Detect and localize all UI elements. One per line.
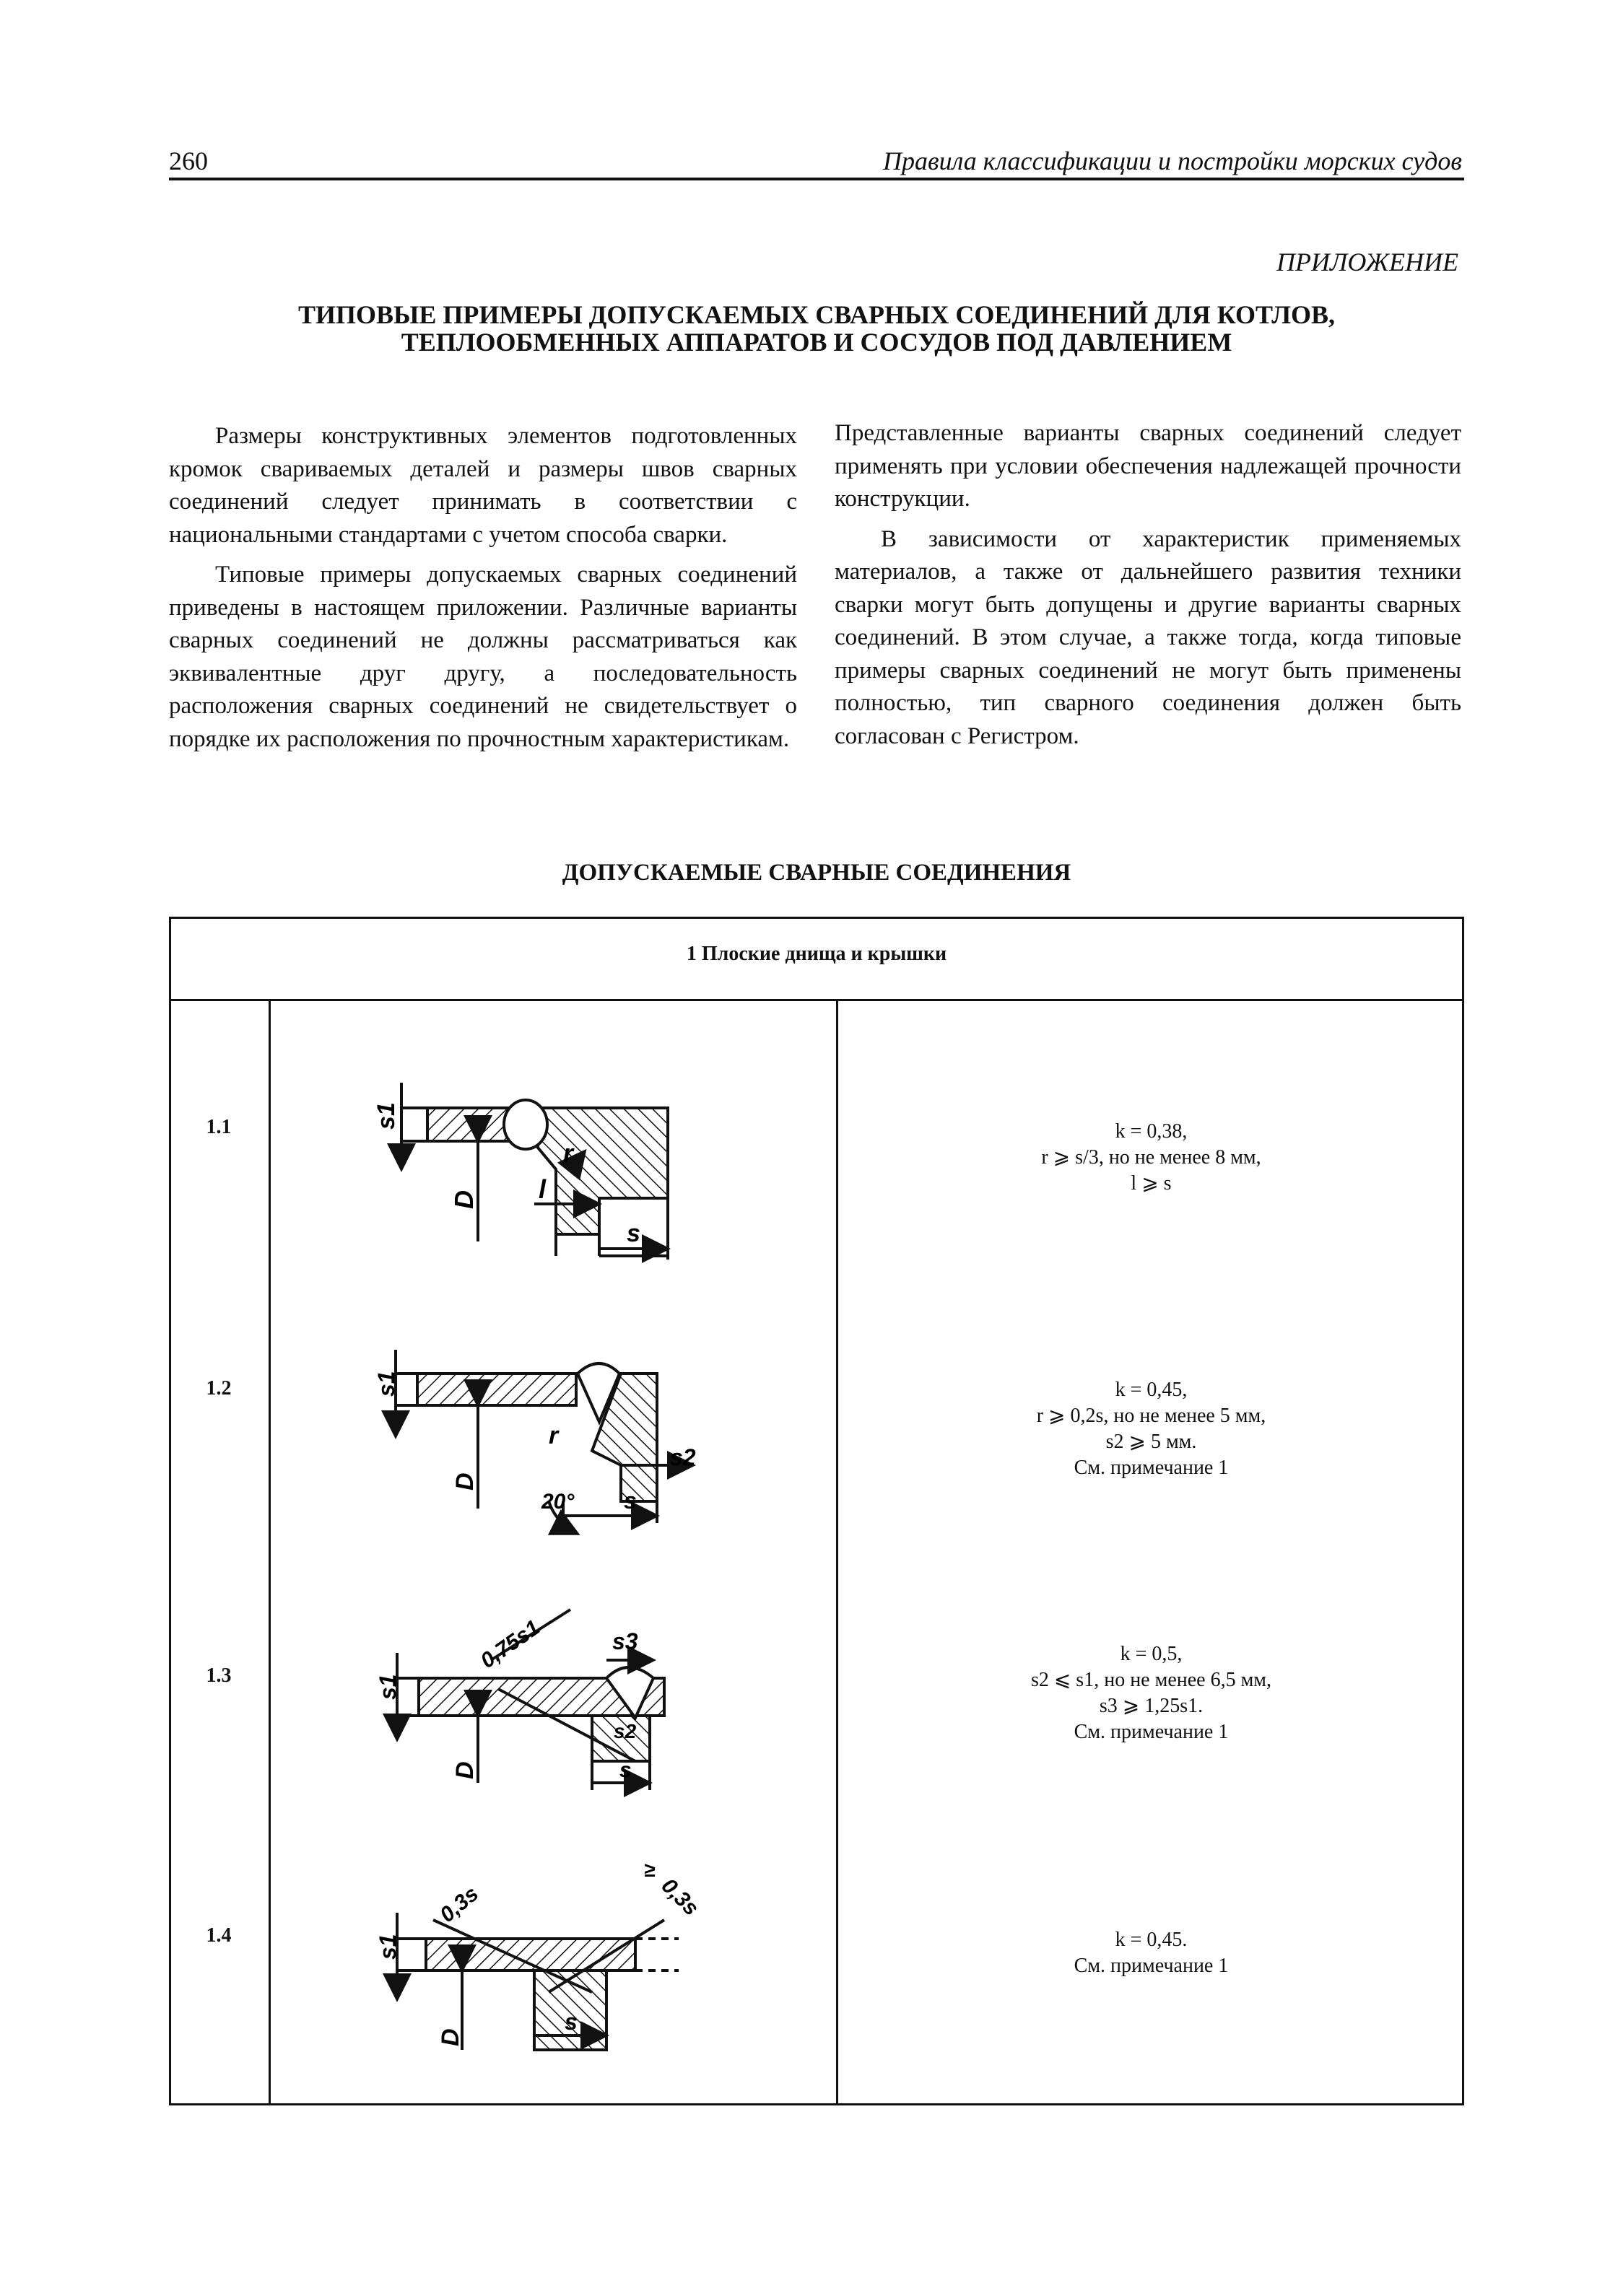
row-number-1-4: 1.4: [206, 1924, 232, 1947]
requirement-line: l ⩾ s: [1131, 1172, 1172, 1195]
paragraph: Размеры конструктивных элементов подготовленных кромок свариваемых деталей и размеры швов сварных соединений следует принимать в соответствии с национальными стандартами с учетом способа сварки.: [169, 423, 797, 548]
label-D: D: [451, 1761, 479, 1779]
label-angle: 20°: [541, 1490, 575, 1514]
label-r: r: [563, 1138, 574, 1168]
label-s2: s2: [614, 1720, 637, 1742]
row-number-1-1: 1.1: [206, 1116, 232, 1138]
requirement-line: s2 ⩾ 5 мм.: [1105, 1431, 1197, 1453]
requirement-line: k = 0,45.: [1115, 1929, 1188, 1951]
requirement-line: k = 0,5,: [1120, 1643, 1183, 1665]
paragraph: В зависимости от характеристик применяемых материалов, а также от дальнейшего развития техники сварки могут быть допущены и другие варианты сварных соединений. В этом случае, а также тогда, когда типовые примеры сварных соединений не могут быть применены полностью, тип сварного соединения должен быть согласован с Регистром.: [835, 525, 1461, 749]
label-s: s: [619, 1758, 632, 1782]
label-03s-left: 0,3s: [435, 1882, 484, 1927]
label-03s-right: 0,3s: [656, 1874, 704, 1921]
requirement-line: s3 ⩾ 1,25s1.: [1099, 1695, 1204, 1717]
row-number-1-2: 1.2: [206, 1377, 232, 1400]
label-D: D: [451, 1472, 479, 1490]
requirement-line: См. примечание 1: [1074, 1457, 1229, 1479]
running-title: Правила классификации и постройки морских судов: [883, 147, 1462, 175]
requirement-line: k = 0,38,: [1115, 1120, 1188, 1143]
appendix-label: ПРИЛОЖЕНИЕ: [1276, 248, 1458, 276]
requirement-line: См. примечание 1: [1074, 1721, 1229, 1743]
document-title-line-2: ТЕПЛООБМЕННЫХ АППАРАТОВ И СОСУДОВ ПОД ДАВЛЕНИЕМ: [401, 328, 1232, 357]
label-s2: s2: [670, 1444, 696, 1470]
label-r: r: [549, 1422, 559, 1449]
label-s3: s3: [612, 1628, 638, 1654]
label-s: s: [627, 1220, 640, 1247]
label-s: s: [624, 1488, 637, 1514]
label-D: D: [449, 1190, 479, 1209]
document-title-line-1: ТИПОВЫЕ ПРИМЕРЫ ДОПУСКАЕМЫХ СВАРНЫХ СОЕДИНЕНИЙ ДЛЯ КОТЛОВ,: [297, 300, 1336, 329]
requirement-line: r ⩾ 0,2s, но не менее 5 мм,: [1036, 1405, 1266, 1427]
paragraph: Типовые примеры допускаемых сварных соединений приведены в настоящем приложении. Различные варианты сварных соединений не должны рассматриваться как эквивалентные друг другу, а последовательность расположения сварных соединений не свидетельствует о порядке их расположения по прочностным характеристикам.: [169, 562, 797, 752]
requirement-line: s2 ⩽ s1, но не менее 6,5 мм,: [1030, 1669, 1272, 1691]
section-title: ДОПУСКАЕМЫЕ СВАРНЫЕ СОЕДИНЕНИЯ: [562, 860, 1071, 886]
label-l: l: [539, 1174, 547, 1204]
label-s1: s1: [373, 1102, 400, 1130]
table-header: 1 Плоские днища и крышки: [686, 943, 947, 965]
label-075s1: 0,75s1: [476, 1615, 544, 1673]
requirement-line: См. примечание 1: [1074, 1955, 1229, 1977]
page-number: 260: [169, 147, 208, 175]
label-s1: s1: [373, 1371, 399, 1397]
requirement-line: r ⩾ s/3, но не менее 8 мм,: [1041, 1146, 1261, 1169]
label-s1: s1: [375, 1934, 401, 1960]
label-ge: ≥: [644, 1859, 656, 1881]
row-number-1-3: 1.3: [206, 1664, 232, 1687]
label-D: D: [437, 2028, 464, 2046]
label-s: s: [565, 2009, 578, 2035]
requirement-line: k = 0,45,: [1115, 1379, 1188, 1401]
paragraph: Представленные варианты сварных соединений следует применять при условии обеспечения надлежащей прочности конструкции.: [835, 420, 1461, 512]
label-s1: s1: [375, 1674, 401, 1700]
